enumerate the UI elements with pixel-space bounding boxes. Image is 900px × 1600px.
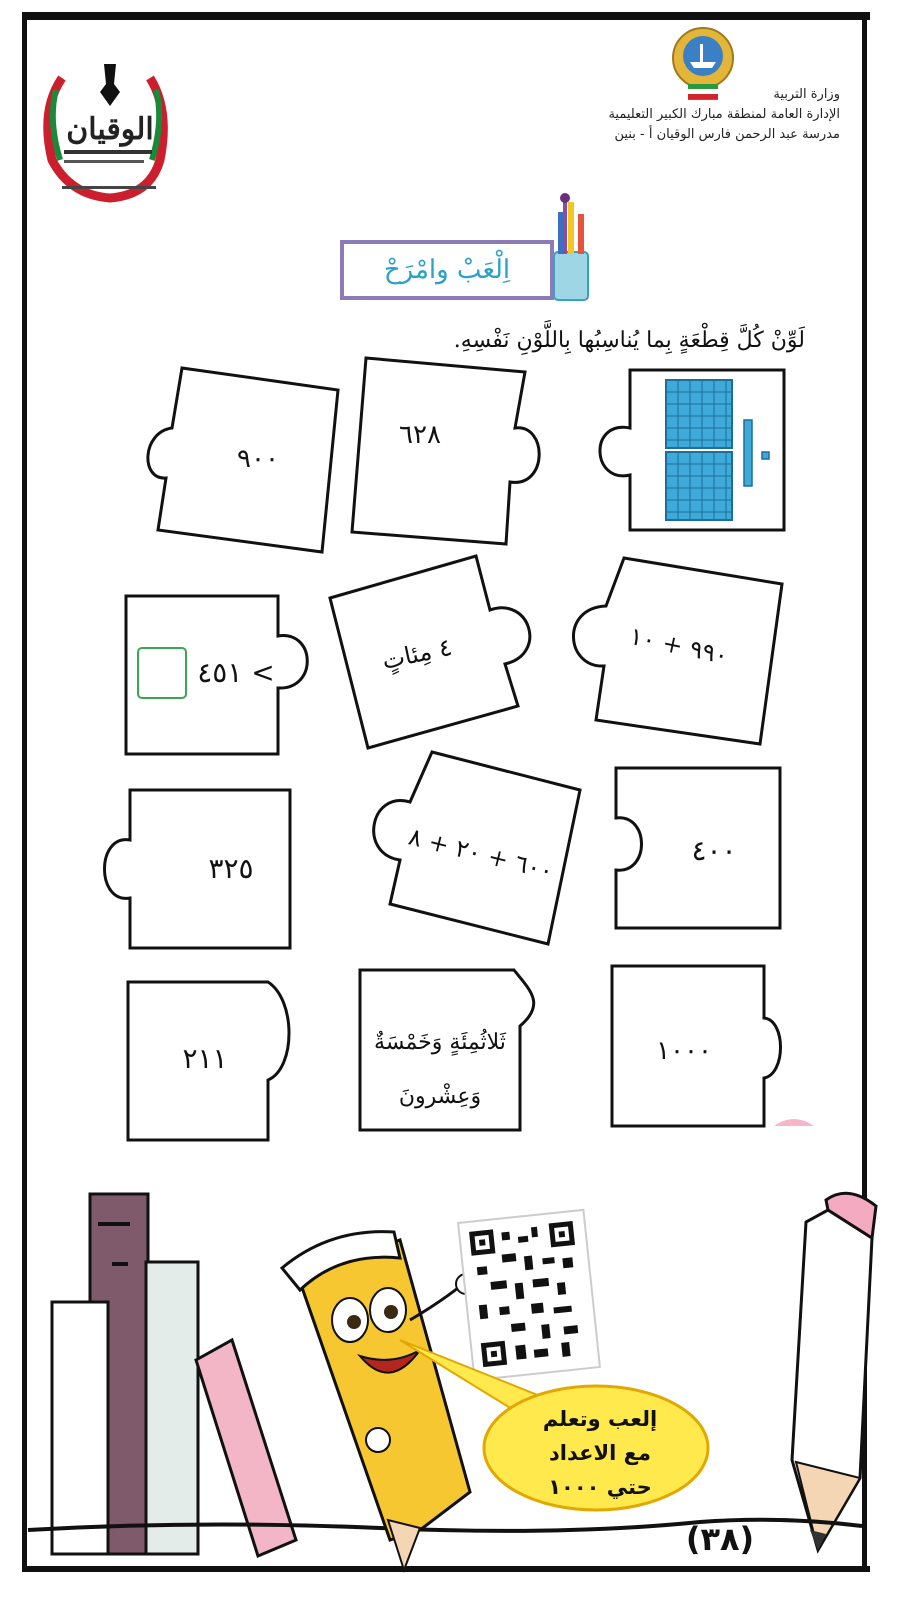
ministry-header: [608, 85, 840, 145]
piece-label-r4-left: ٢١١: [182, 1042, 228, 1075]
puzzle-piece-r1-mid[interactable]: [352, 358, 539, 544]
qr-code-image: [458, 1210, 600, 1380]
speech-line-2: مع الاعداد: [549, 1441, 651, 1465]
speech-bubble-text: [520, 1402, 680, 1504]
instruction-text: لَوِّنْ كُلَّ قِطْعَةٍ بِما يُناسِبُها بِاللَّوْنِ نَفْسِهِ.: [453, 328, 805, 353]
piece-label-r3-right: ٤٠٠: [691, 834, 737, 867]
speech-line-1: إلعب وتعلم: [542, 1407, 658, 1431]
piece-label-r4-mid-line1: ثَلاثُمِئَةٍ وَخَمْسَةٌ: [374, 1030, 506, 1055]
activity-title-box: [340, 240, 554, 300]
piece-label-r1-mid: ٦٢٨: [399, 420, 441, 450]
header-line-directorate: الإدارة العامة لمنطقة مبارك الكبير التعليمية: [608, 107, 840, 122]
pencil-illustration: [792, 1193, 876, 1550]
piece-label-r4-mid-line2: وَعِشْرونَ: [398, 1084, 482, 1109]
header-line-school: مدرسة عبد الرحمن فارس الوقيان أ - بنين: [614, 127, 840, 142]
piece-label-r2-mid: ٤ مِئاتٍ: [379, 632, 455, 676]
school-logo-name: الوقيان: [66, 112, 154, 147]
pencil-character: [282, 1232, 476, 1570]
header-line-ministry: وزارة التربية: [773, 87, 840, 102]
pencil-cup-icon: [554, 193, 588, 300]
piece-label-r2-left: > ٤٥١: [197, 656, 275, 689]
piece-label-r2-right: ٩٩٠ + ١٠: [627, 621, 731, 671]
speech-line-3: حتي ١٠٠٠: [548, 1475, 652, 1499]
piece-label-r1-left: ٩٠٠: [237, 444, 279, 474]
piece-label-r4-right: ١٠٠٠: [656, 1036, 712, 1066]
books-illustration: [52, 1194, 296, 1556]
page-number: (٣٨): [685, 1520, 755, 1558]
piece-label-r3-left: ٣٢٥: [208, 852, 254, 885]
piece-label-r3-mid: ٦٠٠ + ٢٠ + ٨: [405, 822, 557, 886]
activity-title: اِلْعَبْ وامْرَحْ: [383, 255, 511, 285]
